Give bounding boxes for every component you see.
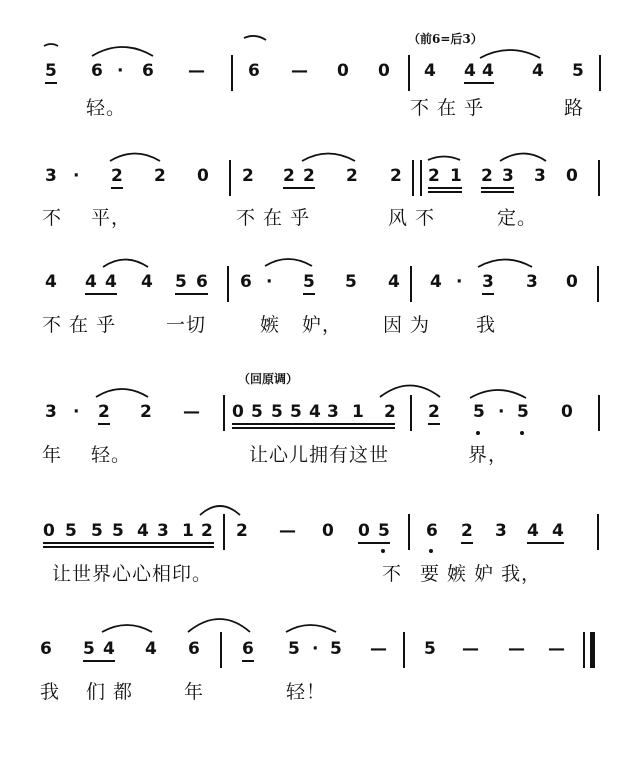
lyric: 妒， <box>302 314 343 336</box>
note: 4 <box>105 272 117 292</box>
note: 4 <box>527 521 539 541</box>
note: 3 <box>534 166 546 186</box>
note: 5 <box>112 521 124 541</box>
note: 1 <box>450 166 462 186</box>
lyric: 年 <box>42 444 63 466</box>
note: 2 <box>303 166 315 186</box>
note: 6 <box>248 61 260 81</box>
note: 5 <box>288 639 300 659</box>
note: 2 <box>390 166 402 186</box>
note: — <box>508 639 525 659</box>
slur <box>92 47 153 56</box>
note: 4 <box>430 272 442 292</box>
note: 4 <box>85 272 97 292</box>
lyric: 年 <box>184 681 205 703</box>
note: 2 <box>98 402 110 422</box>
slur <box>428 157 460 161</box>
lyric: 不 在 乎 <box>410 97 485 119</box>
note: 4 <box>103 639 115 659</box>
note: 5 <box>271 402 283 422</box>
slur <box>188 619 250 632</box>
lyric: 因 为 <box>383 314 431 336</box>
note: 0 <box>561 402 573 422</box>
lyric: 我 <box>476 314 497 336</box>
note: 4 <box>532 61 544 81</box>
note: · <box>456 272 463 292</box>
slur <box>380 386 440 398</box>
note: 5 <box>378 521 390 541</box>
slur <box>286 625 336 632</box>
note: 2 <box>236 521 248 541</box>
slur <box>96 389 148 397</box>
note: 5 <box>65 521 77 541</box>
note: 6 <box>142 61 154 81</box>
slur <box>110 154 160 162</box>
lyric: 轻！ <box>286 681 327 703</box>
note: 0 <box>358 521 370 541</box>
note: 5 <box>175 272 187 292</box>
note: 2 <box>201 521 213 541</box>
note: · <box>266 272 273 292</box>
lyric: 们 都 <box>86 681 134 703</box>
lyric: 不 在 乎 <box>42 314 117 336</box>
note: 2 <box>481 166 493 186</box>
note: 2 <box>428 166 440 186</box>
note: 6 <box>242 639 254 659</box>
note: 3 <box>526 272 538 292</box>
lyric: 嫉 <box>260 314 281 336</box>
lyric: 路 <box>564 97 585 119</box>
return-key-annotation: （回原调） <box>238 372 299 386</box>
lyric: 轻。 <box>86 97 127 119</box>
note: 1 <box>182 521 194 541</box>
lyric: 让心儿拥有这世 <box>249 444 390 466</box>
note: — <box>188 61 205 81</box>
slur <box>470 390 526 398</box>
note: — <box>462 639 479 659</box>
note: 0 <box>566 166 578 186</box>
note: 5 <box>473 402 485 422</box>
note: · <box>117 61 124 81</box>
lyric: 平， <box>91 207 132 229</box>
note: 4 <box>424 61 436 81</box>
note: · <box>498 402 505 422</box>
slur <box>44 44 58 46</box>
note: 4 <box>388 272 400 292</box>
note: 6 <box>188 639 200 659</box>
note: 0 <box>322 521 334 541</box>
note: 0 <box>566 272 578 292</box>
lyric: 一切 <box>166 314 207 336</box>
note: 6 <box>426 521 438 541</box>
slur <box>480 50 540 58</box>
note: 2 <box>346 166 358 186</box>
slur <box>478 260 532 268</box>
note: 5 <box>345 272 357 292</box>
lyric: 风 不 <box>388 207 436 229</box>
note: 5 <box>45 61 57 81</box>
note: 2 <box>242 166 254 186</box>
note: 3 <box>45 166 57 186</box>
slur <box>102 625 152 632</box>
note: 2 <box>111 166 123 186</box>
note: 2 <box>428 402 440 422</box>
note: 4 <box>309 402 321 422</box>
slur <box>200 506 240 515</box>
note: 1 <box>352 402 364 422</box>
note: 2 <box>140 402 152 422</box>
note: 5 <box>91 521 103 541</box>
note: 0 <box>378 61 390 81</box>
slur <box>103 260 148 268</box>
note: 3 <box>502 166 514 186</box>
note: 0 <box>337 61 349 81</box>
note: 6 <box>40 639 52 659</box>
note: 5 <box>251 402 263 422</box>
note: 2 <box>154 166 166 186</box>
note: — <box>279 521 296 541</box>
lyric: 轻。 <box>91 444 132 466</box>
lyric: 让世界心心相印。 <box>52 563 213 585</box>
note: · <box>312 639 319 659</box>
note: — <box>291 61 308 81</box>
note: 6 <box>196 272 208 292</box>
note: 3 <box>157 521 169 541</box>
note: 6 <box>240 272 252 292</box>
note: 2 <box>461 521 473 541</box>
note: 3 <box>495 521 507 541</box>
note: 0 <box>197 166 209 186</box>
note: 5 <box>83 639 95 659</box>
key-change-annotation: （前6=后3） <box>408 32 483 46</box>
note: 2 <box>384 402 396 422</box>
note: 4 <box>552 521 564 541</box>
note: 4 <box>145 639 157 659</box>
note: 3 <box>482 272 494 292</box>
lyric: 界， <box>468 444 509 466</box>
note: 4 <box>141 272 153 292</box>
note: · <box>73 166 80 186</box>
note: 3 <box>45 402 57 422</box>
note: 4 <box>45 272 57 292</box>
note: — <box>370 639 387 659</box>
note: 4 <box>482 61 494 81</box>
slur <box>265 259 312 266</box>
note: 0 <box>43 521 55 541</box>
note: 5 <box>330 639 342 659</box>
note: · <box>73 402 80 422</box>
note: — <box>183 402 200 422</box>
note: 5 <box>572 61 584 81</box>
note: — <box>548 639 565 659</box>
note: 4 <box>464 61 476 81</box>
slur <box>500 154 546 162</box>
note: 2 <box>283 166 295 186</box>
slur <box>302 154 355 162</box>
note: 0 <box>232 402 244 422</box>
lyric: 我 <box>40 681 61 703</box>
note: 5 <box>290 402 302 422</box>
note: 6 <box>91 61 103 81</box>
lyric: 不 <box>382 563 403 585</box>
note: 5 <box>517 402 529 422</box>
lyric: 不 <box>42 207 63 229</box>
lyric: 要 嫉 妒 我， <box>420 563 542 585</box>
note: 5 <box>424 639 436 659</box>
slur <box>244 36 266 40</box>
note: 5 <box>303 272 315 292</box>
lyric: 定。 <box>497 207 538 229</box>
note: 4 <box>137 521 149 541</box>
lyric: 不 在 乎 <box>236 207 311 229</box>
note: 3 <box>327 402 339 422</box>
